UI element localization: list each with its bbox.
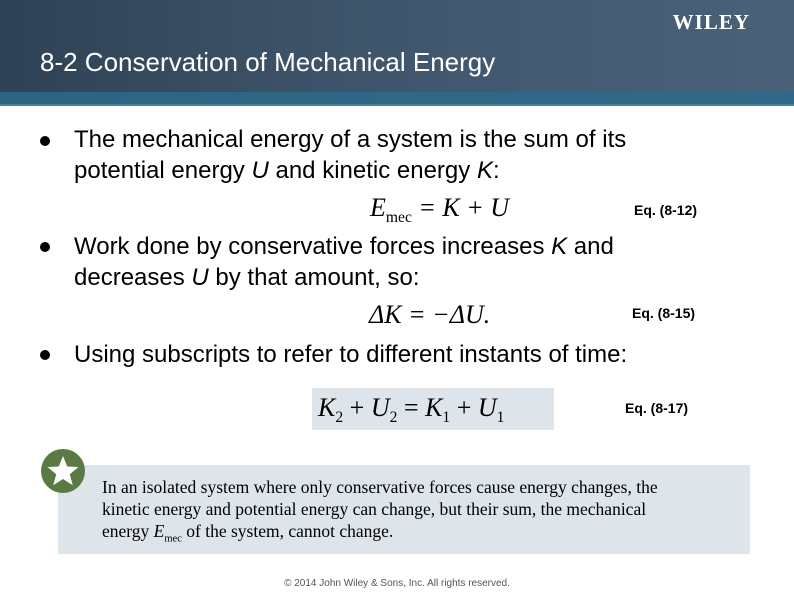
eq-label-8-17: Eq. (8-17)	[625, 400, 689, 416]
copyright-footer: © 2014 John Wiley & Sons, Inc. All rights reserved.	[284, 578, 510, 589]
callout-line-3-pre: energy	[102, 521, 154, 541]
eq-rhs: = K + U	[418, 193, 510, 222]
bullet-3-text: Using subscripts to refer to different instants of time:	[74, 341, 628, 368]
callout-line-3-post: of the system, cannot change.	[181, 521, 394, 541]
bullet-2-line-1-pre: Work done by conservative forces increases	[74, 233, 552, 260]
bullet-2-line-2-post: by that amount, so:	[208, 264, 420, 291]
bullet-2-text	[74, 231, 774, 293]
variable-u: U	[251, 157, 269, 184]
eq-label-8-12: Eq. (8-12)	[634, 202, 698, 218]
bullet-1-line-2-pre: potential energy	[74, 157, 252, 184]
equation-8-17: $K_2 + U_2 = K_1 + U_1$	[318, 393, 505, 427]
equation-8-12	[370, 193, 509, 227]
bullet-dot-icon	[40, 350, 50, 360]
bullet-1-line-1: The mechanical energy of a system is the sum of its	[74, 126, 627, 153]
bullet-2-line-2-pre: decreases	[74, 264, 192, 291]
star-icon	[41, 449, 85, 493]
header-accent-band	[0, 92, 794, 106]
eq-lhs-sub: mec	[385, 209, 412, 227]
bullet-dot-icon	[40, 136, 50, 146]
callout-line-1: In an isolated system where only conservative forces cause energy changes, the	[102, 477, 658, 497]
eq-term-u1: U	[477, 393, 497, 422]
bullet-1-line-2-post: :	[492, 157, 500, 184]
eq-sub: 2	[389, 409, 398, 427]
callout-text	[102, 476, 742, 551]
variable-u: U	[191, 264, 209, 291]
wiley-logo: WILEY	[672, 10, 750, 34]
variable-k: K	[551, 233, 568, 260]
star-icon-shape	[41, 449, 85, 493]
eq-sub: 2	[335, 409, 344, 427]
callout-line-2: kinetic energy and potential energy can change, but their sum, the mechanical	[102, 499, 647, 519]
variable-k: K	[476, 157, 493, 184]
variable-e: E	[153, 521, 165, 541]
eq-lhs: E	[370, 193, 386, 222]
eq-sub: 1	[442, 409, 451, 427]
eq-term-u2: U	[370, 393, 390, 422]
eq-sub: 1	[496, 409, 505, 427]
bullet-1-line-2-mid: and kinetic energy	[268, 157, 477, 184]
eq-label-8-15: Eq. (8-15)	[632, 305, 696, 321]
callout-sub: mec	[164, 533, 182, 545]
bullet-1-text	[74, 124, 774, 186]
eq-term-k2: K	[318, 393, 336, 422]
bullet-2-line-1-post: and	[567, 233, 614, 260]
bullet-dot-icon	[40, 242, 50, 252]
equation-8-15: ΔK = −ΔU.	[369, 300, 491, 329]
eq-term-k1: K	[425, 393, 443, 422]
slide-title: 8-2 Conservation of Mechanical Energy	[40, 47, 496, 77]
